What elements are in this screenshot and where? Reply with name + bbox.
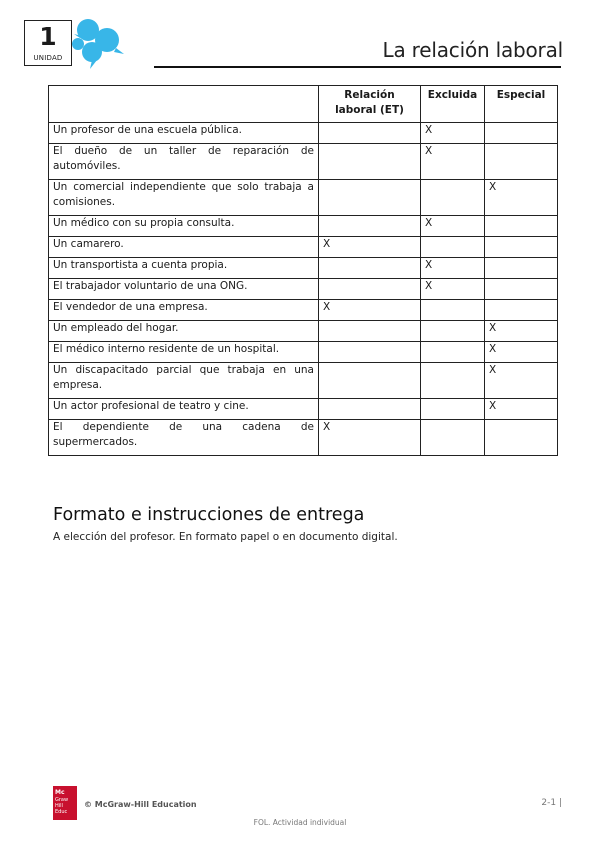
cell-especial — [485, 300, 558, 321]
table-row — [49, 399, 558, 420]
table-header-row — [49, 86, 558, 123]
cell-relacion-laboral — [319, 321, 421, 342]
unit-number: 1 — [39, 22, 57, 51]
row-description: Un médico con su propia consulta. — [49, 216, 319, 237]
header-divider — [154, 66, 561, 68]
cell-excluida: X — [421, 144, 485, 180]
svg-text:Hill: Hill — [55, 803, 63, 809]
cell-excluida: X — [421, 123, 485, 144]
cell-especial: X — [485, 399, 558, 420]
cell-especial — [485, 123, 558, 144]
cell-excluida — [421, 399, 485, 420]
cell-relacion-laboral — [319, 399, 421, 420]
table-row — [49, 180, 558, 216]
cell-excluida: X — [421, 279, 485, 300]
svg-text:Mc: Mc — [55, 789, 65, 796]
svg-text:Educ: Educ — [55, 809, 68, 815]
cell-relacion-laboral — [319, 363, 421, 399]
cell-relacion-laboral — [319, 216, 421, 237]
cell-excluida — [421, 180, 485, 216]
footer-copyright: © McGraw-Hill Education — [84, 800, 197, 809]
table-row — [49, 420, 558, 456]
cell-excluida: X — [421, 216, 485, 237]
column-header-relacion: Relación laboral (ET) — [319, 86, 421, 123]
cell-excluida — [421, 321, 485, 342]
row-description: El trabajador voluntario de una ONG. — [49, 279, 319, 300]
cell-excluida: X — [421, 258, 485, 279]
cell-especial: X — [485, 363, 558, 399]
unit-badge — [24, 20, 72, 66]
row-description: Un discapacitado parcial que trabaja en una empresa. — [49, 363, 319, 399]
footer-course: FOL. Actividad individual — [253, 818, 347, 827]
cell-relacion-laboral — [319, 123, 421, 144]
unit-label: UNIDAD — [33, 54, 63, 62]
cell-relacion-laboral: X — [319, 237, 421, 258]
cell-relacion-laboral — [319, 180, 421, 216]
cell-excluida — [421, 237, 485, 258]
table-row — [49, 123, 558, 144]
cell-especial — [485, 258, 558, 279]
cell-especial: X — [485, 342, 558, 363]
cell-excluida — [421, 363, 485, 399]
row-description: Un profesor de una escuela pública. — [49, 123, 319, 144]
header-blank-cell — [49, 86, 319, 123]
table-row — [49, 216, 558, 237]
cell-excluida — [421, 342, 485, 363]
cell-especial — [485, 237, 558, 258]
table-row — [49, 144, 558, 180]
section-body: A elección del profesor. En formato papel o en documento digital. — [53, 531, 398, 543]
cell-especial — [485, 216, 558, 237]
table-row — [49, 342, 558, 363]
mcgraw-hill-logo — [53, 786, 77, 820]
svg-text:Graw: Graw — [55, 797, 69, 803]
row-description: Un actor profesional de teatro y cine. — [49, 399, 319, 420]
cell-relacion-laboral — [319, 342, 421, 363]
row-description: Un empleado del hogar. — [49, 321, 319, 342]
cell-relacion-laboral — [319, 279, 421, 300]
table-row — [49, 321, 558, 342]
cell-relacion-laboral: X — [319, 420, 421, 456]
cell-excluida — [421, 420, 485, 456]
row-description: El dueño de un taller de reparación de automóviles. — [49, 144, 319, 180]
row-description: El médico interno residente de un hospital. — [49, 342, 319, 363]
column-header-excluida: Excluida — [421, 86, 485, 123]
row-description: El dependiente de una cadena de supermercados. — [49, 420, 319, 456]
table-row — [49, 258, 558, 279]
row-description: Un transportista a cuenta propia. — [49, 258, 319, 279]
cell-especial: X — [485, 321, 558, 342]
cell-especial — [485, 279, 558, 300]
section-title: Formato e instrucciones de entrega — [53, 505, 365, 525]
cell-relacion-laboral: X — [319, 300, 421, 321]
table-row — [49, 237, 558, 258]
page-number: 2-1 | — [541, 798, 562, 808]
cell-relacion-laboral — [319, 258, 421, 279]
classification-table — [48, 85, 558, 456]
row-description: Un camarero. — [49, 237, 319, 258]
speech-bubbles-icon — [70, 14, 126, 70]
page-title: La relación laboral — [382, 38, 563, 62]
table-row — [49, 300, 558, 321]
cell-especial — [485, 144, 558, 180]
table-row — [49, 363, 558, 399]
table-row — [49, 279, 558, 300]
cell-especial: X — [485, 180, 558, 216]
row-description: Un comercial independiente que solo trabaja a comisiones. — [49, 180, 319, 216]
cell-excluida — [421, 300, 485, 321]
column-header-especial: Especial — [485, 86, 558, 123]
cell-especial — [485, 420, 558, 456]
cell-relacion-laboral — [319, 144, 421, 180]
row-description: El vendedor de una empresa. — [49, 300, 319, 321]
